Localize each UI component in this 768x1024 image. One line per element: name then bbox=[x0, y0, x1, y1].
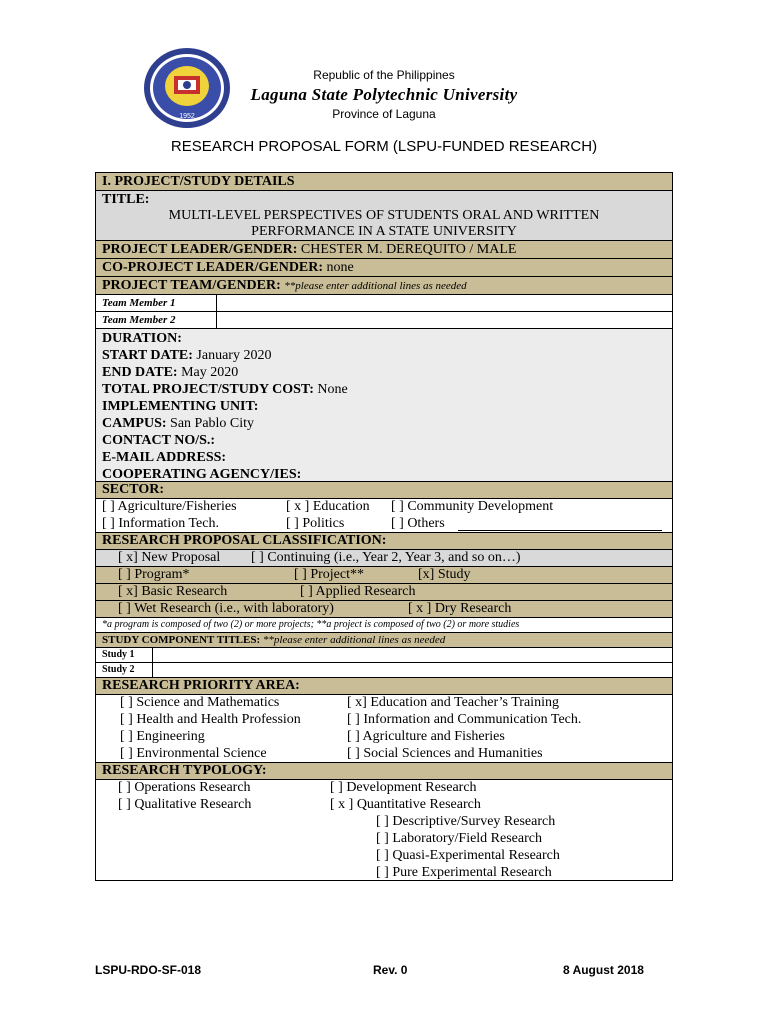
team-member-1-row bbox=[96, 295, 672, 312]
study-1-row bbox=[96, 648, 672, 663]
class-continuing[interactable]: [ ] Continuing (i.e., Year 2, Year 3, and so on…) bbox=[251, 550, 521, 565]
team-note: **please enter additional lines as needed bbox=[284, 280, 467, 292]
proposal-form bbox=[95, 172, 673, 881]
priority-science[interactable]: [ ] Science and Mathematics bbox=[120, 695, 280, 710]
team-member-2-row bbox=[96, 312, 672, 329]
cost-label: TOTAL PROJECT/STUDY COST: bbox=[102, 382, 314, 397]
typology-development[interactable]: [ ] Development Research bbox=[330, 780, 477, 795]
svg-text:1952: 1952 bbox=[179, 113, 195, 120]
sector-options bbox=[96, 499, 672, 533]
typology-qualitative[interactable]: [ ] Qualitative Research bbox=[118, 797, 252, 812]
form-title: RESEARCH PROPOSAL FORM (LSPU-FUNDED RESEARCH) bbox=[170, 138, 598, 155]
section-heading: I. PROJECT/STUDY DETAILS bbox=[96, 173, 672, 191]
leader-label: PROJECT LEADER/GENDER: bbox=[102, 242, 298, 257]
sector-community[interactable]: [ ] Community Development bbox=[391, 499, 554, 514]
priority-education[interactable]: [ x] Education and Teacher’s Training bbox=[347, 695, 559, 710]
priority-health[interactable]: [ ] Health and Health Profession bbox=[120, 712, 301, 727]
sector-infotech[interactable]: [ ] Information Tech. bbox=[102, 516, 219, 531]
typology-quasi-experimental[interactable]: [ ] Quasi-Experimental Research bbox=[376, 848, 560, 863]
sector-agriculture[interactable]: [ ] Agriculture/Fisheries bbox=[102, 499, 237, 514]
classification-heading: RESEARCH PROPOSAL CLASSIFICATION: bbox=[96, 533, 672, 550]
team-label: PROJECT TEAM/GENDER: bbox=[102, 278, 281, 293]
class-wet[interactable]: [ ] Wet Research (i.e., with laboratory) bbox=[118, 601, 334, 616]
co-leader-value[interactable]: none bbox=[326, 260, 354, 275]
email-label: E-MAIL ADDRESS: bbox=[102, 450, 227, 465]
team-member-1-field[interactable] bbox=[217, 295, 672, 311]
footer-date: 8 August 2018 bbox=[563, 963, 644, 977]
project-team-row bbox=[96, 277, 672, 295]
classification-row-1 bbox=[96, 550, 672, 567]
study-2-field[interactable] bbox=[153, 663, 672, 677]
province-text: Province of Laguna bbox=[332, 107, 436, 121]
end-date-label: END DATE: bbox=[102, 365, 178, 380]
classification-note: *a program is composed of two (2) or more projects; **a project is composed of two (2) or more studies bbox=[102, 619, 520, 630]
leader-value[interactable]: CHESTER M. DEREQUITO / MALE bbox=[300, 242, 517, 257]
class-study[interactable]: [x] Study bbox=[418, 567, 471, 582]
study-2-label: Study 2 bbox=[102, 664, 135, 675]
team-member-2-label: Team Member 2 bbox=[102, 314, 176, 326]
republic-text: Republic of the Philippines bbox=[313, 68, 455, 82]
sector-politics[interactable]: [ ] Politics bbox=[286, 516, 345, 531]
classification-row-2 bbox=[96, 567, 672, 584]
end-date-value[interactable]: May 2020 bbox=[181, 365, 239, 380]
typology-pure-experimental[interactable]: [ ] Pure Experimental Research bbox=[376, 865, 552, 880]
duration-label: DURATION: bbox=[102, 331, 182, 346]
study-2-row bbox=[96, 663, 672, 678]
typology-quantitative[interactable]: [ x ] Quantitative Research bbox=[330, 797, 481, 812]
co-leader-row bbox=[96, 259, 672, 277]
priority-environmental[interactable]: [ ] Environmental Science bbox=[120, 746, 267, 761]
typology-laboratory[interactable]: [ ] Laboratory/Field Research bbox=[376, 831, 542, 846]
priority-social-sciences[interactable]: [ ] Social Sciences and Humanities bbox=[347, 746, 543, 761]
priority-engineering[interactable]: [ ] Engineering bbox=[120, 729, 205, 744]
study-components-heading bbox=[96, 633, 672, 648]
sector-education[interactable]: [ x ] Education bbox=[286, 499, 370, 514]
priority-ict[interactable]: [ ] Information and Communication Tech. bbox=[347, 712, 582, 727]
classification-note-row bbox=[96, 618, 672, 633]
footer-code: LSPU-RDO-SF-018 bbox=[95, 963, 202, 977]
others-line[interactable] bbox=[458, 530, 662, 531]
class-dry[interactable]: [ x ] Dry Research bbox=[408, 601, 512, 616]
classification-row-3 bbox=[96, 584, 672, 601]
sector-others[interactable]: [ ] Others bbox=[391, 516, 445, 531]
team-member-2-field[interactable] bbox=[217, 312, 672, 328]
typology-operations[interactable]: [ ] Operations Research bbox=[118, 780, 251, 795]
title-line-2[interactable]: PERFORMANCE IN A STATE UNIVERSITY bbox=[251, 224, 517, 239]
implementing-unit-label: IMPLEMENTING UNIT: bbox=[102, 399, 259, 414]
agency-label: COOPERATING AGENCY/IES: bbox=[102, 467, 302, 482]
start-date-label: START DATE: bbox=[102, 348, 193, 363]
cost-value[interactable]: None bbox=[317, 382, 348, 397]
sector-heading: SECTOR: bbox=[96, 482, 672, 499]
study-components-label: STUDY COMPONENT TITLES: bbox=[102, 634, 261, 646]
typology-options bbox=[96, 780, 672, 880]
details-block bbox=[96, 329, 672, 482]
title-line-1[interactable]: MULTI-LEVEL PERSPECTIVES OF STUDENTS ORAL AND WRITTEN bbox=[168, 208, 600, 223]
team-member-1-label: Team Member 1 bbox=[102, 297, 176, 309]
class-applied[interactable]: [ ] Applied Research bbox=[300, 584, 416, 599]
study-1-field[interactable] bbox=[153, 648, 672, 662]
co-leader-label: CO-PROJECT LEADER/GENDER: bbox=[102, 260, 324, 275]
priority-heading: RESEARCH PRIORITY AREA: bbox=[96, 678, 672, 695]
study-1-label: Study 1 bbox=[102, 649, 135, 660]
university-name: Laguna State Polytechnic University bbox=[250, 85, 518, 104]
typology-heading: RESEARCH TYPOLOGY: bbox=[96, 763, 672, 780]
title-block bbox=[96, 191, 672, 241]
class-program[interactable]: [ ] Program* bbox=[118, 567, 190, 582]
priority-agriculture[interactable]: [ ] Agriculture and Fisheries bbox=[347, 729, 505, 744]
class-basic[interactable]: [ x] Basic Research bbox=[118, 584, 228, 599]
campus-value[interactable]: San Pablo City bbox=[170, 416, 255, 431]
priority-options bbox=[96, 695, 672, 763]
study-components-note: **please enter additional lines as needed bbox=[262, 634, 446, 646]
project-leader-row bbox=[96, 241, 672, 259]
class-project[interactable]: [ ] Project** bbox=[294, 567, 364, 582]
classification-row-4 bbox=[96, 601, 672, 618]
footer-rev: Rev. 0 bbox=[373, 963, 408, 977]
contact-label: CONTACT NO/S.: bbox=[102, 433, 216, 448]
start-date-value[interactable]: January 2020 bbox=[196, 348, 272, 363]
title-label: TITLE: bbox=[102, 192, 150, 207]
class-new-proposal[interactable]: [ x] New Proposal bbox=[118, 550, 221, 565]
typology-descriptive[interactable]: [ ] Descriptive/Survey Research bbox=[376, 814, 556, 829]
campus-label: CAMPUS: bbox=[102, 416, 167, 431]
